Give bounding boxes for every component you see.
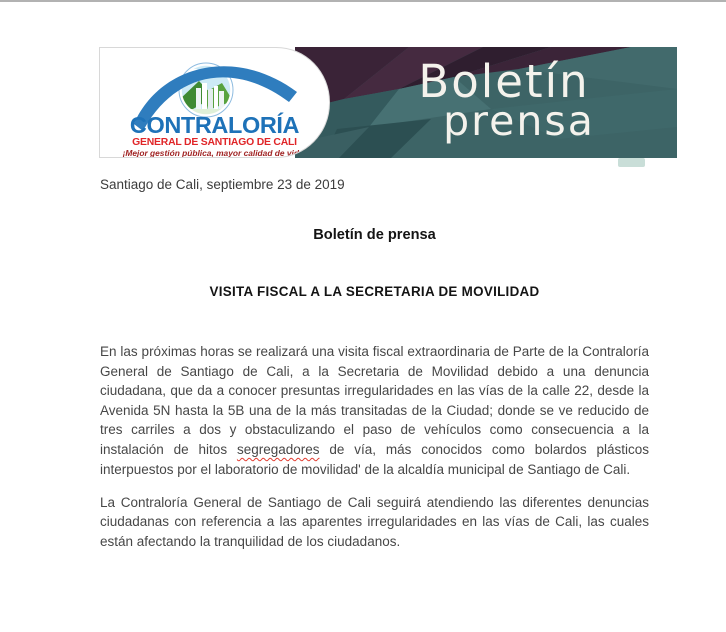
- document-body: [100, 177, 649, 565]
- banner-title-line1: Boletín: [418, 55, 590, 108]
- banner-title-line2: prensa: [443, 97, 595, 145]
- paragraph-1: [100, 342, 649, 479]
- org-tagline: ¡Mejor gestión pública, mayor calidad de vida!: [122, 148, 307, 158]
- org-subtitle: GENERAL DE SANTIAGO DE CALI: [132, 137, 297, 148]
- contraloria-logo: [99, 47, 330, 158]
- document-title: Boletín de prensa: [313, 227, 436, 243]
- press-bulletin-banner: [99, 47, 677, 158]
- banner-title: [399, 55, 609, 145]
- document-subtitle: VISITA FISCAL A LA SECRETARIA DE MOVILIDAD: [209, 284, 540, 299]
- misspelled-word: segregadores: [236, 441, 320, 457]
- date-line: Santiago de Cali, septiembre 23 de 2019: [100, 177, 345, 192]
- org-name: CONTRALORÍA: [129, 112, 300, 138]
- paragraph-1-text-a: En las próximas horas se realizará una visita fiscal extraordinaria de Parte de la Contraloría General de Santiago de Cali, a la Secretaria de Movilidad debido a una denuncia ciudadana, que da a conocer presuntas irregularidades en las vías de la calle 22, desde la Avenida 5N hasta la 5B una de la más transitadas de la Ciudad; donde se ve reducido de tres carriles a dos y obstaculizando el paso de vehículos como consecuencia a la instalación de hitos: [100, 344, 649, 457]
- paragraph-2: La Contraloría General de Santiago de Cali seguirá atendiendo las diferentes denuncias ciudadanas con referencia a las aparentes irregularidades en las vías de Cali, las cuales están afectando la tranquilidad de los ciudadanos.: [100, 494, 649, 549]
- paragraph-1-text-b: de vía, más conocidos como bolardos plásticos interpuestos por el laboratorio de movilidad' de la alcaldía municipal de Santiago de Cali.: [100, 441, 649, 477]
- top-border-line: [0, 0, 726, 2]
- banner-corner-artifact: [618, 158, 645, 167]
